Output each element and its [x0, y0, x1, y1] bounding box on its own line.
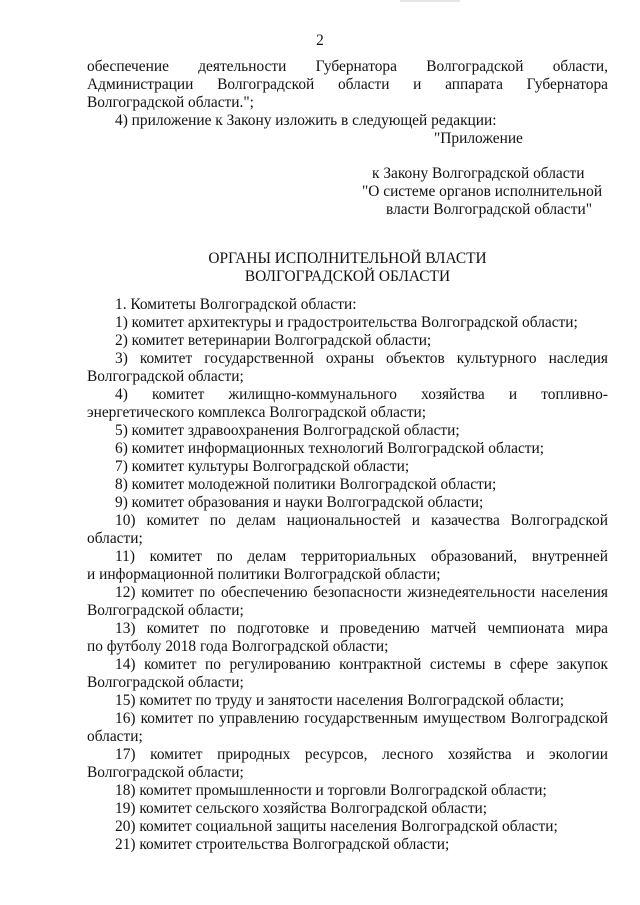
committee-item [87, 458, 608, 476]
heading-line-1: ОРГАНЫ ИСПОЛНИТЕЛЬНОЙ ВЛАСТИ [208, 250, 487, 267]
heading-line-2: ВОЛГОГРАДСКОЙ ОБЛАСТИ [244, 268, 451, 285]
committee-item-line: 9) комитет образования и науки Волгоградской области; [115, 494, 484, 511]
committee-item-line: 3) комитет государственной охраны объектов культурного наследия [115, 350, 608, 367]
committee-item-line: 21) комитет строительства Волгоградской области; [115, 836, 450, 853]
committee-item-continuation: Волгоградской области; [87, 602, 244, 619]
committee-item-line: 14) комитет по регулированию контрактной системы в сфере закупок [115, 656, 608, 673]
committee-item [87, 800, 608, 818]
committee-item [87, 656, 608, 692]
committee-item-line: 13) комитет по подготовке и проведению матчей чемпионата мира [115, 620, 608, 637]
committee-item [87, 314, 608, 332]
committee-item-continuation: энергетического комплекса Волгоградской области; [87, 404, 427, 421]
appendix-note-line-4: власти Волгоградской области" [386, 201, 592, 218]
committee-list [87, 296, 608, 854]
committee-item [87, 584, 608, 620]
committee-item-continuation: области; [87, 530, 143, 547]
committee-item [87, 710, 608, 746]
committee-item-line: 5) комитет здравоохранения Волгоградской области; [115, 422, 460, 439]
committee-item [87, 548, 608, 584]
intro-continuation: обеспечение деятельности Губернатора Волгоградской области, Администрации Волгоградской области и аппарата Губернатора Волгоградской области."; [87, 58, 608, 111]
committee-item-line: 12) комитет по обеспечению безопасности жизнедеятельности населения [115, 584, 608, 601]
amendment-item-4: 4) приложение к Закону изложить в следующей редакции: [115, 112, 497, 129]
committee-item-continuation: по футболу 2018 года Волгоградской области; [87, 638, 389, 655]
section-title: 1. Комитеты Волгоградской области: [115, 296, 357, 313]
committee-item [87, 422, 608, 440]
committee-item-line: 15) комитет по труду и занятости населения Волгоградской области; [115, 692, 564, 709]
section-heading [87, 250, 608, 286]
committee-item [87, 440, 608, 458]
committee-item-continuation: Волгоградской области; [87, 368, 244, 385]
committee-item [87, 818, 608, 836]
committee-item-line: 6) комитет информационных технологий Волгоградской области; [115, 440, 545, 457]
committee-item [87, 782, 608, 800]
committee-item-line: 4) комитет жилищно-коммунального хозяйства и топливно- [115, 386, 608, 403]
committee-item [87, 494, 608, 512]
committee-item-continuation: области; [87, 728, 143, 745]
committee-item [87, 836, 608, 854]
committee-item-line: 2) комитет ветеринарии Волгоградской области; [115, 332, 432, 349]
scan-artifact [400, 0, 460, 2]
appendix-note-line-1: "Приложение [434, 130, 523, 147]
appendix-note-line-3: "О системе органов исполнительной [362, 183, 603, 200]
appendix-note-line-2: к Закону Волгоградской области [372, 165, 585, 182]
committee-item-continuation: Волгоградской области; [87, 764, 244, 781]
committee-item-line: 16) комитет по управлению государственным имуществом Волгоградской [115, 710, 608, 727]
committee-item [87, 512, 608, 548]
committee-item [87, 350, 608, 386]
committee-item [87, 620, 608, 656]
committee-item-line: 10) комитет по делам национальностей и казачества Волгоградской [115, 512, 608, 529]
committee-item-line: 8) комитет молодежной политики Волгоградской области; [115, 476, 497, 493]
committee-item-line: 20) комитет социальной защиты населения Волгоградской области; [115, 818, 558, 835]
committee-item [87, 332, 608, 350]
page-number: 2 [316, 32, 324, 49]
committee-item-line: 7) комитет культуры Волгоградской области; [115, 458, 410, 475]
committee-item [87, 476, 608, 494]
committee-item [87, 746, 608, 782]
committee-item-line: 17) комитет природных ресурсов, лесного хозяйства и экологии [115, 746, 608, 763]
committee-item-line: 11) комитет по делам территориальных образований, внутренней [115, 548, 608, 565]
committee-item-continuation: и информационной политики Волгоградской области; [87, 566, 441, 583]
intro-block [87, 58, 608, 130]
committee-item-line: 1) комитет архитектуры и градостроительства Волгоградской области; [115, 314, 578, 331]
committee-item [87, 386, 608, 422]
committee-item [87, 692, 608, 710]
committee-item-line: 18) комитет промышленности и торговли Волгоградской области; [115, 782, 547, 799]
committee-item-line: 19) комитет сельского хозяйства Волгоградской области; [115, 800, 488, 817]
committee-item-continuation: Волгоградской области; [87, 674, 244, 691]
